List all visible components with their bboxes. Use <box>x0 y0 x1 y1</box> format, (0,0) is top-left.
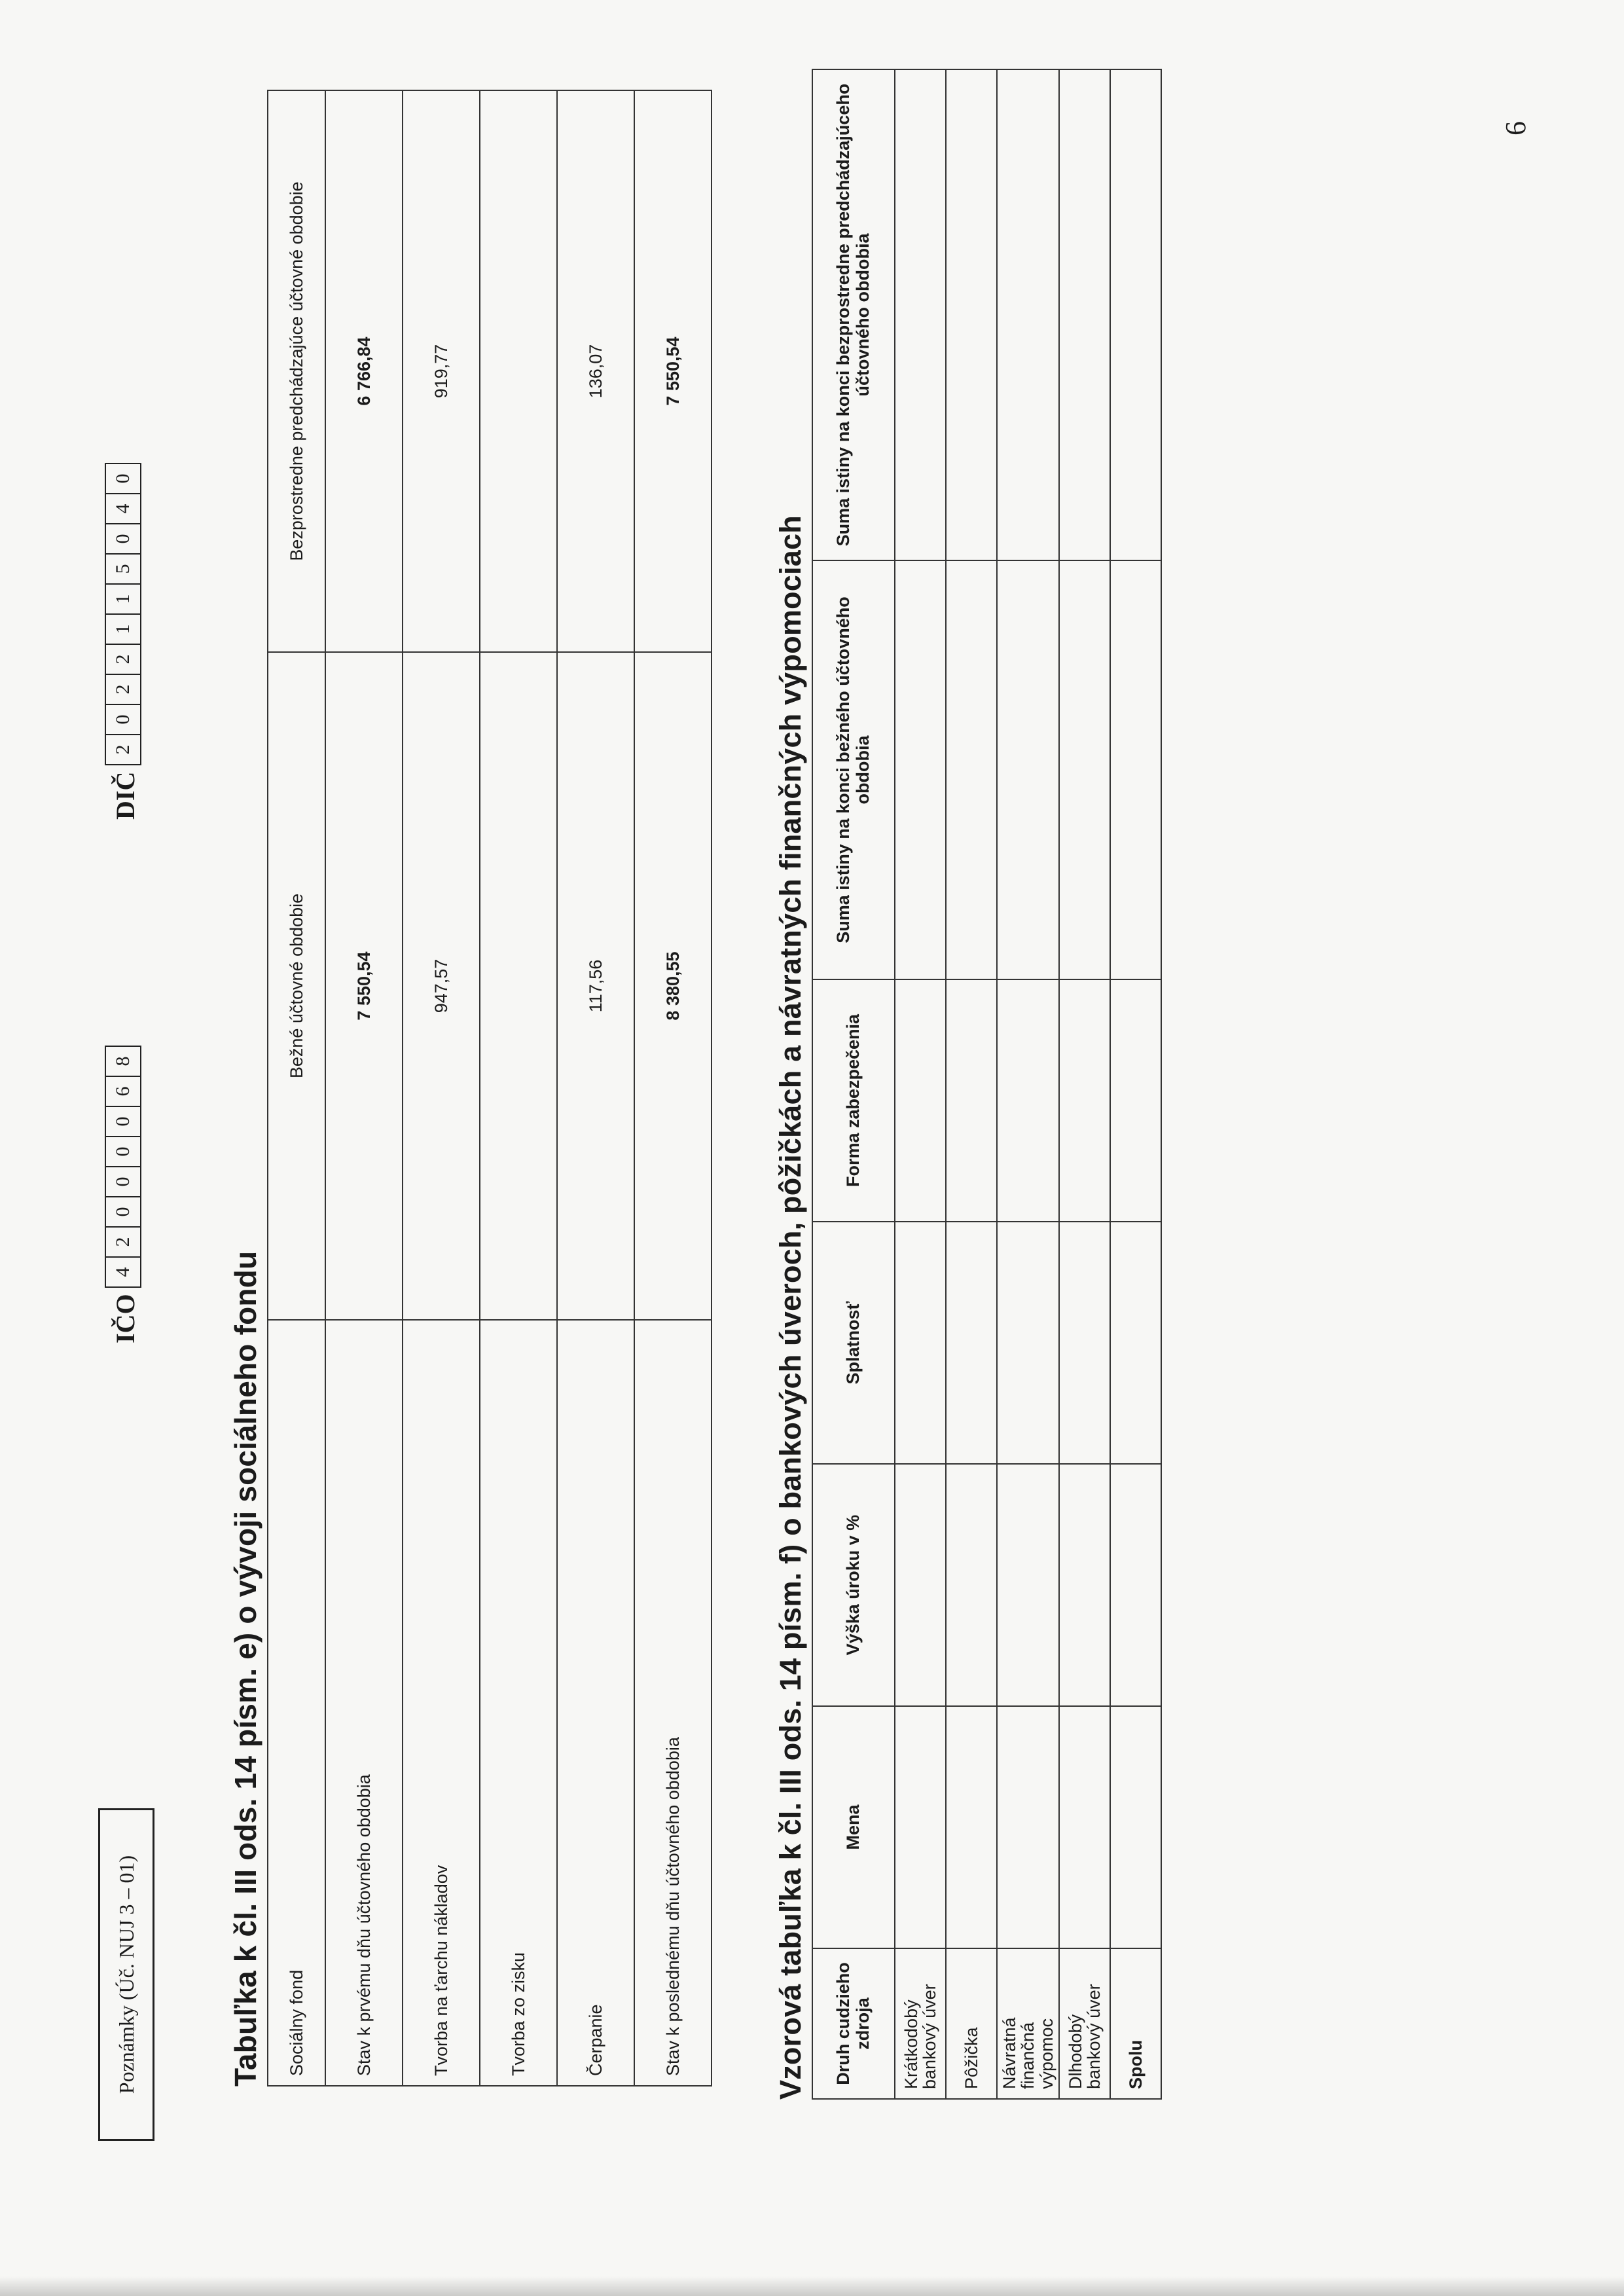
dic-digit: 1 <box>105 583 141 613</box>
notes-label: Poznámky (Úč. NUJ 3 – 01) <box>114 1855 138 2094</box>
ico-digit: 0 <box>105 1196 141 1226</box>
row-label: Tvorba zo zisku <box>480 1320 557 2086</box>
row-label: Návratná finančná výpomoc <box>997 1948 1059 2099</box>
dic-digit: 5 <box>105 553 141 583</box>
column-header: Suma istiny na konci bezprostredne predchádzajúceho účtovného obdobia <box>812 69 895 560</box>
table-row <box>1110 69 1161 2099</box>
table-row <box>1059 69 1110 2099</box>
social-fund-title: Tabuľka k čl. III ods. 14 písm. e) o vývoji sociálneho fondu <box>228 1250 262 2086</box>
page-number: 6 <box>1500 121 1532 136</box>
ico-digit: 0 <box>105 1106 141 1136</box>
row-label: Stav k poslednému dňu účtovného obdobia <box>634 1320 712 2086</box>
ico-digit: 6 <box>105 1076 141 1106</box>
dic-label: DIČ <box>111 771 140 820</box>
loans-title: Vzorová tabuľka k čl. III ods. 14 písm. f) o bankových úveroch, pôžičkách a návratných finančných výpomociach <box>774 515 807 2100</box>
current-period-value: 117,56 <box>557 652 634 1320</box>
previous-period-value: 7 550,54 <box>634 90 712 652</box>
previous-period-value: 919,77 <box>403 90 480 652</box>
previous-period-value <box>480 90 557 652</box>
ico-digit: 0 <box>105 1166 141 1196</box>
dic-digit-boxes <box>105 463 141 765</box>
row-label: Tvorba na ťarchu nákladov <box>403 1320 480 2086</box>
ico-digit: 0 <box>105 1136 141 1166</box>
table-header-row <box>812 69 895 2099</box>
dic-digit: 0 <box>105 523 141 553</box>
current-period-value: 947,57 <box>403 652 480 1320</box>
column-header: Bežné účtovné obdobie <box>268 652 325 1320</box>
previous-period-value: 6 766,84 <box>325 90 403 652</box>
row-label: Stav k prvému dňu účtovného obdobia <box>325 1320 403 2086</box>
row-label: Pôžička <box>946 1948 997 2099</box>
column-header: Suma istiny na konci bežného účtovného obdobia <box>812 560 895 979</box>
column-header: Výška úroku v % <box>812 1464 895 1706</box>
ico-digit: 8 <box>105 1046 141 1076</box>
column-header: Sociálny fond <box>268 1320 325 2086</box>
dic-digit: 0 <box>105 463 141 493</box>
row-label: Čerpanie <box>557 1320 634 2086</box>
column-header: Mena <box>812 1706 895 1948</box>
table-row <box>895 69 946 2099</box>
column-header: Bezprostredne predchádzajúce účtovné obdobie <box>268 90 325 652</box>
loans-table <box>812 69 1162 2100</box>
dic-digit: 2 <box>105 674 141 704</box>
ico-digit-boxes <box>105 1046 141 1288</box>
table-row <box>403 90 480 2086</box>
row-label: Dlhodobý bankový úver <box>1059 1948 1110 2099</box>
notes-label-box <box>98 1808 154 2141</box>
row-label: Krátkodobý bankový úver <box>895 1948 946 2099</box>
previous-period-value: 136,07 <box>557 90 634 652</box>
table-row <box>325 90 403 2086</box>
ico-digit: 2 <box>105 1226 141 1256</box>
ico-label: IČO <box>111 1294 140 1343</box>
social-fund-table <box>267 90 712 2086</box>
dic-digit: 4 <box>105 493 141 523</box>
dic-digit: 0 <box>105 704 141 734</box>
current-period-value <box>480 652 557 1320</box>
dic-digit: 2 <box>105 734 141 764</box>
dic-digit: 2 <box>105 644 141 674</box>
dic-digit: 1 <box>105 613 141 644</box>
table-header-row <box>268 90 325 2086</box>
column-header: Splatnosť <box>812 1222 895 1464</box>
table-row <box>946 69 997 2099</box>
current-period-value: 8 380,55 <box>634 652 712 1320</box>
column-header: Forma zabezpečenia <box>812 979 895 1222</box>
table-row <box>557 90 634 2086</box>
scan-edge-shadow <box>0 2276 1624 2296</box>
table-row <box>480 90 557 2086</box>
row-label-total: Spolu <box>1110 1948 1161 2099</box>
column-header: Druh cudzieho zdroja <box>812 1948 895 2099</box>
ico-digit: 4 <box>105 1256 141 1286</box>
current-period-value: 7 550,54 <box>325 652 403 1320</box>
table-row <box>634 90 712 2086</box>
table-row <box>997 69 1059 2099</box>
